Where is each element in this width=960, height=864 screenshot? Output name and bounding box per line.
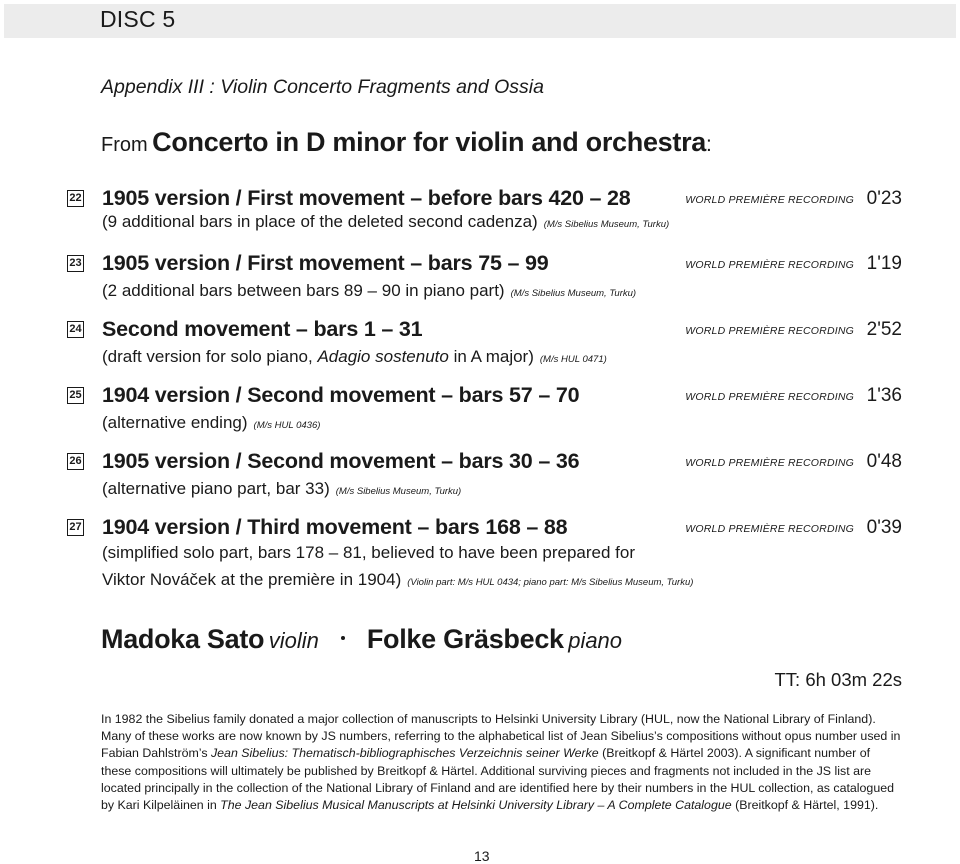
premiere-label: WORLD PREMIÈRE RECORDING bbox=[685, 194, 854, 206]
notes-text: (Breitkopf & Härtel, 1991). bbox=[731, 798, 879, 813]
track-title: Second movement – bars 1 – 31 bbox=[102, 317, 423, 341]
premiere-label: WORLD PREMIÈRE RECORDING bbox=[685, 259, 854, 271]
track-title: 1905 version / First movement – bars 75 – 99 bbox=[102, 251, 549, 275]
track-duration: 2'52 bbox=[866, 319, 902, 340]
source-note: (M/s HUL 0436) bbox=[253, 420, 321, 431]
track-number-box: 26 bbox=[67, 453, 84, 470]
source-note: (Violin part: M/s HUL 0434; piano part: M/s Sibelius Museum, Turku) bbox=[407, 577, 694, 588]
track-description bbox=[102, 570, 693, 590]
pianist-name: Folke Gräsbeck bbox=[366, 624, 564, 654]
track-title: 1904 version / Second movement – bars 57 – 70 bbox=[102, 383, 580, 407]
disc-label: DISC 5 bbox=[100, 6, 176, 32]
track-number-box: 27 bbox=[67, 519, 84, 536]
heading-prefix: From bbox=[101, 134, 148, 156]
violinist-instrument: violin bbox=[268, 628, 319, 653]
track-number-box: 22 bbox=[67, 190, 84, 207]
performers-line bbox=[101, 624, 622, 655]
source-note: (M/s Sibelius Museum, Turku) bbox=[335, 486, 462, 497]
source-note: (M/s Sibelius Museum, Turku) bbox=[543, 219, 670, 230]
desc-text: (2 additional bars between bars 89 – 90 in piano part) bbox=[102, 281, 505, 300]
notes-paragraph bbox=[101, 711, 901, 814]
violinist-name: Madoka Sato bbox=[101, 624, 265, 654]
notes-book-title: Jean Sibelius: Thematisch-bibliographisches Verzeichnis seiner Werke bbox=[210, 746, 599, 761]
source-note: (M/s HUL 0471) bbox=[539, 354, 607, 365]
page-number: 13 bbox=[474, 848, 490, 864]
desc-text: Viktor Nováček at the première in 1904) bbox=[102, 570, 402, 589]
desc-text: (draft version for solo piano, bbox=[102, 347, 318, 366]
desc-text: (alternative ending) bbox=[102, 413, 248, 432]
appendix-title: Appendix III : Violin Concerto Fragments and Ossia bbox=[101, 76, 544, 98]
desc-text: (9 additional bars in place of the deleted second cadenza) bbox=[102, 212, 538, 231]
track-description bbox=[102, 281, 636, 301]
track-description bbox=[102, 413, 320, 433]
track-number-box: 23 bbox=[67, 255, 84, 272]
track-title: 1905 version / First movement – before bars 420 – 28 bbox=[102, 186, 631, 210]
track-description bbox=[102, 479, 461, 499]
track-duration: 0'23 bbox=[866, 188, 902, 209]
heading-suffix: : bbox=[706, 133, 712, 156]
track-number-box: 25 bbox=[67, 387, 84, 404]
tempo-marking: Adagio sostenuto bbox=[317, 347, 449, 366]
total-time: TT: 6h 03m 22s bbox=[774, 669, 902, 690]
premiere-label: WORLD PREMIÈRE RECORDING bbox=[685, 391, 854, 403]
track-duration: 0'39 bbox=[866, 517, 902, 538]
notes-text: (Breitkopf & Härtel 2003). A significant number of these compositions will ultimately be published by Breitkopf & Härtel. Additional surviving pieces and fragments not included in the JS list are located principally in the collection of the National Library of Finland and are identified here by their numbers in the HUL collection, as catalogued by Kari Kilpeläinen in bbox=[101, 746, 895, 813]
work-heading bbox=[101, 127, 712, 158]
track-description bbox=[102, 347, 607, 367]
track-title: 1904 version / Third movement – bars 168 – 88 bbox=[102, 515, 568, 539]
source-note: (M/s Sibelius Museum, Turku) bbox=[510, 288, 637, 299]
track-duration: 1'19 bbox=[866, 253, 902, 274]
track-duration: 1'36 bbox=[866, 385, 902, 406]
premiere-label: WORLD PREMIÈRE RECORDING bbox=[685, 325, 854, 337]
track-title: 1905 version / Second movement – bars 30 – 36 bbox=[102, 449, 580, 473]
desc-text: in A major) bbox=[448, 347, 534, 366]
premiere-label: WORLD PREMIÈRE RECORDING bbox=[685, 523, 854, 535]
work-title: Concerto in D minor for violin and orchestra bbox=[152, 127, 706, 157]
desc-text: (alternative piano part, bar 33) bbox=[102, 479, 330, 498]
track-duration: 0'48 bbox=[866, 451, 902, 472]
notes-text: In 1982 the Sibelius family donated a major collection of manuscripts to Helsinki University Library (HUL, now the National Library of Finland). Many of these works are now known by JS numbers, referring to the alphabetical list of Jean Sibelius’s compositions without opus number used in Fabian Dahlström’s bbox=[101, 712, 901, 761]
premiere-label: WORLD PREMIÈRE RECORDING bbox=[685, 457, 854, 469]
track-description bbox=[102, 212, 669, 232]
notes-book-title: The Jean Sibelius Musical Manuscripts at Helsinki University Library – A Complete Catalogue bbox=[220, 798, 732, 813]
separator-dot bbox=[341, 636, 345, 640]
track-number-box: 24 bbox=[67, 321, 84, 338]
track-description: (simplified solo part, bars 178 – 81, believed to have been prepared for bbox=[102, 543, 635, 562]
pianist-instrument: piano bbox=[568, 628, 623, 653]
